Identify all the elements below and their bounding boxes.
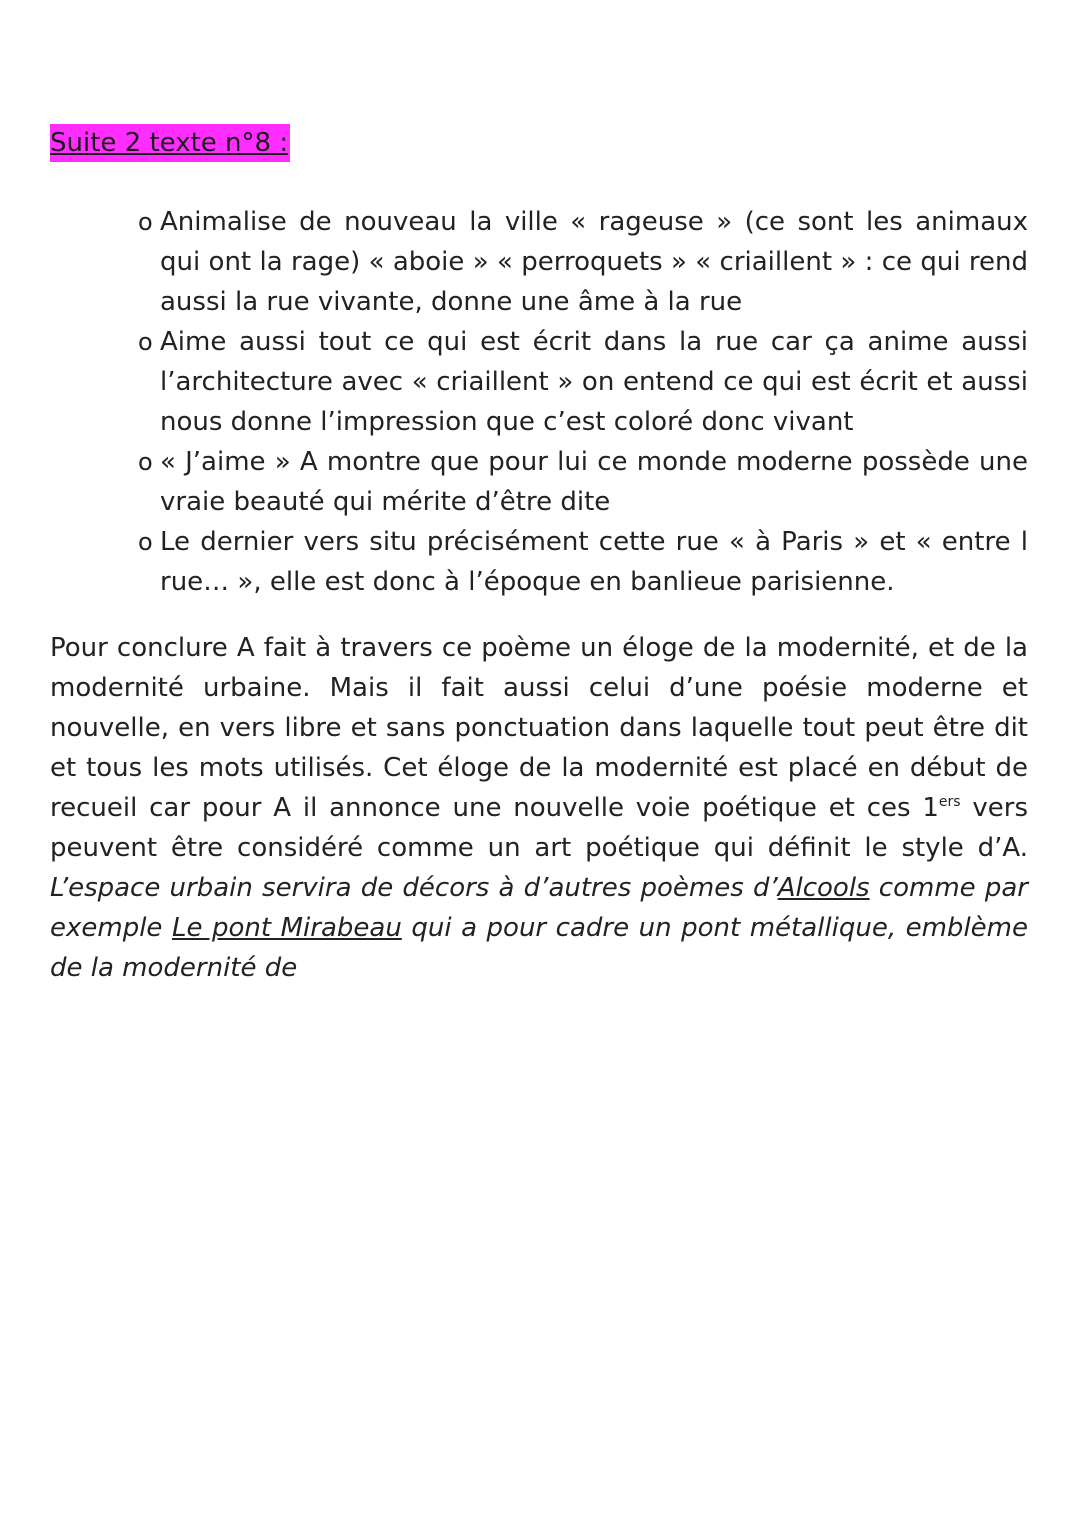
bullet-marker: o <box>138 448 153 476</box>
bullet-marker: o <box>138 208 153 236</box>
bullet-marker: o <box>138 528 153 556</box>
bullet-text: Le dernier vers situ précisément cette rue « à Paris » et « entre l rue… », elle est donc à l’époque en banlieue parisienne. <box>160 527 1028 597</box>
superscript: ers <box>938 794 961 810</box>
conclusion-text-1: Pour conclure A fait à travers ce poème un éloge de la modernité, et de la modernité urbaine. Mais il fait aussi celui d’une poésie moderne et nouvelle, en vers libre et sans ponctuation dans laquelle tout peut être dit et tous les mots utilisés. Cet éloge de la modernité est placé en début de recueil car pour A il annonce une nouvelle voie poétique et ces 1 <box>50 633 1028 823</box>
conclusion-italic-2: comme par exemple <box>50 873 1028 943</box>
bullet-list <box>138 202 1028 602</box>
title-alcools: Alcools <box>777 873 870 903</box>
bullet-text: « J’aime » A montre que pour lui ce monde moderne possède une vraie beauté qui mérite d’être dite <box>160 447 1028 517</box>
conclusion-paragraph <box>50 628 1028 988</box>
bullet-marker: o <box>138 328 153 356</box>
title-pont-mirabeau: Le pont Mirabeau <box>171 913 402 943</box>
conclusion-italic-3: qui a pour cadre un pont métallique, emblème de la modernité de <box>50 913 1028 983</box>
conclusion-italic-1: L’espace urbain servira de décors à d’autres poèmes d’ <box>50 873 778 903</box>
page-heading <box>50 124 290 162</box>
heading-text: Suite 2 texte n°8 : <box>50 128 289 158</box>
bullet-text: Animalise de nouveau la ville « rageuse » (ce sont les animaux qui ont la rage) « aboie » « perroquets » « criaillent » : ce qui rend aussi la rue vivante, donne une âme à la rue <box>160 207 1028 317</box>
conclusion-text-2: vers peuvent être considéré comme un art poétique qui définit le style d’A. <box>50 793 1028 863</box>
bullet-text: Aime aussi tout ce qui est écrit dans la rue car ça anime aussi l’architecture avec « criaillent » on entend ce qui est écrit et aussi nous donne l’impression que c’est coloré donc vivant <box>160 327 1028 437</box>
list-item <box>138 322 1028 442</box>
list-item <box>138 522 1028 602</box>
list-item <box>138 442 1028 522</box>
list-item <box>138 202 1028 322</box>
